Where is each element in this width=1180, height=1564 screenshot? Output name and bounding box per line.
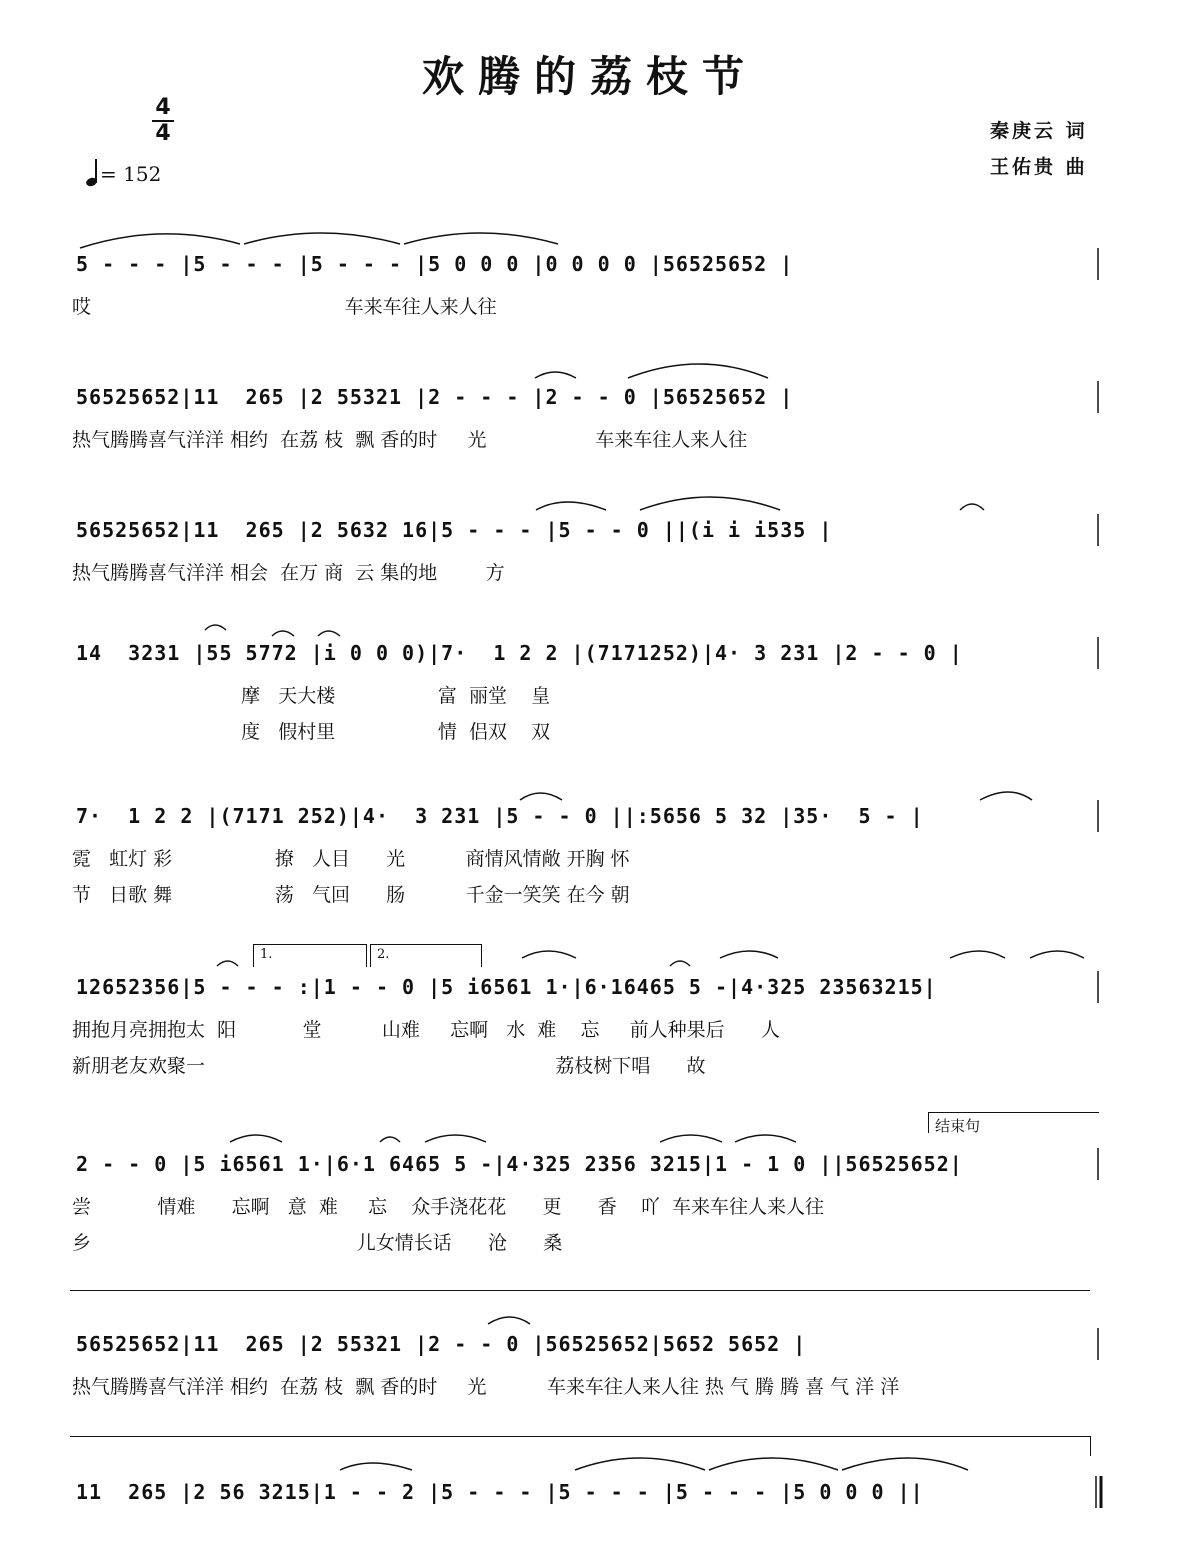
- slur: [535, 372, 576, 378]
- slur: [217, 961, 238, 966]
- score-row-7-lyrics-verse-1: 尝 情难 忘啊 意 难 忘 众手浇花花 更 香 吖 车来车往人来人往: [72, 1196, 824, 1218]
- slur: [80, 234, 240, 248]
- slur: [340, 1463, 412, 1470]
- slur: [272, 631, 294, 636]
- slur: [205, 625, 226, 630]
- slur: [520, 793, 562, 800]
- score-row-7-lyrics-verse-2: 乡 儿女情长话 沧 桑: [72, 1232, 563, 1254]
- slur: [404, 233, 558, 244]
- slur: [244, 233, 400, 244]
- slur: [522, 951, 576, 958]
- score-row-2-lyrics: 热气腾腾喜气洋洋 相约 在荔 枝 飘 香的时 光 车来车往人来人往: [72, 429, 748, 451]
- slur: [628, 364, 768, 378]
- score-row-3-notes: 56525652|11 265 |2 5632 16|5 - - - |5 - - 0 ||(i i i535 |: [76, 518, 833, 542]
- slur: [720, 951, 778, 958]
- score-row-1-notes: 5 - - - |5 - - - |5 - - - |5 0 0 0 |0 0 0 0 |56525652 |: [76, 252, 794, 276]
- score-row-4-notes: 14 3231 |55 5772 |i 0 0 0)|7· 1 2 2 |(7171252)|4· 3 231 |2 - - 0 |: [76, 641, 963, 665]
- slur: [640, 497, 780, 510]
- score-row-6-lyrics-verse-2: 新朋老友欢聚一 荔枝树下唱 故: [72, 1055, 706, 1077]
- slur: [488, 1317, 530, 1324]
- lyricist-credit: 秦庚云 词: [990, 120, 1088, 142]
- slur: [1030, 951, 1084, 958]
- score-row-8-notes: 56525652|11 265 |2 55321 |2 - - 0 |56525652|5652 5652 |: [76, 1332, 807, 1356]
- score-row-5-lyrics-verse-2: 节 日歌 舞 荡 气回 肠 千金一笑笑 在今 朝: [72, 884, 630, 906]
- first-ending-label: 1.: [260, 947, 273, 962]
- slur: [709, 1458, 838, 1470]
- slur: [980, 792, 1032, 800]
- score-row-6-notes: 12652356|5 - - - :|1 - - 0 |5 i6561 1·|6·16465 5 -|4·325 23563215|: [76, 975, 937, 999]
- time-signature-top: 4: [155, 95, 171, 120]
- second-ending-label: 2.: [377, 947, 390, 962]
- song-title: 欢腾的荔枝节: [421, 52, 758, 101]
- slur: [670, 961, 690, 966]
- slur: [380, 1137, 400, 1142]
- composer-credit: 王佑贵 曲: [990, 156, 1088, 178]
- score-row-3-lyrics: 热气腾腾喜气洋洋 相会 在万 商 云 集的地 方: [72, 562, 505, 584]
- score-row-1-lyrics: 哎 车来车往人来人往: [72, 296, 497, 318]
- score-row-2-notes: 56525652|11 265 |2 55321 |2 - - - |2 - - 0 |56525652 |: [76, 385, 794, 409]
- slur: [660, 1135, 722, 1142]
- slur: [950, 951, 1005, 958]
- score-row-8-lyrics: 热气腾腾喜气洋洋 相约 在荔 枝 飘 香的时 光 车来车往人来人往 热 气 腾 腾 喜 气 洋 洋: [72, 1376, 900, 1398]
- score-row-6-lyrics-verse-1: 拥抱月亮拥抱太 阳 堂 山难 忘啊 水 难 忘 前人种果后 人: [72, 1019, 780, 1041]
- slur: [536, 502, 606, 510]
- slur: [960, 504, 984, 510]
- score-row-4-lyrics-verse-2: 度 假村里 情 侣双 双: [72, 721, 551, 743]
- slur: [842, 1458, 968, 1470]
- slur: [735, 1135, 796, 1142]
- slur: [318, 631, 340, 636]
- ending-section-label: 结束句: [935, 1117, 981, 1135]
- score-row-5-notes: 7· 1 2 2 |(7171 252)|4· 3 231 |5 - - 0 ||:5656 5 32 |35· 5 - |: [76, 804, 924, 828]
- tempo-value: = 152: [100, 162, 162, 186]
- slur: [230, 1135, 282, 1142]
- score-row-9-notes: 11 265 |2 56 3215|1 - - 2 |5 - - - |5 - - - |5 - - - |5 0 0 0 ||: [76, 1480, 924, 1504]
- score-row-5-lyrics-verse-1: 霓 虹灯 彩 撩 人目 光 商情风情敞 开胸 怀: [72, 848, 630, 870]
- slur: [575, 1458, 705, 1470]
- slur: [425, 1135, 486, 1142]
- time-signature-bottom: 4: [155, 121, 171, 146]
- score-row-7-notes: 2 - - 0 |5 i6561 1·|6·1 6465 5 -|4·325 2356 3215|1 - 1 0 ||56525652|: [76, 1152, 963, 1176]
- score-row-4-lyrics-verse-1: 摩 天大楼 富 丽堂 皇: [72, 685, 551, 707]
